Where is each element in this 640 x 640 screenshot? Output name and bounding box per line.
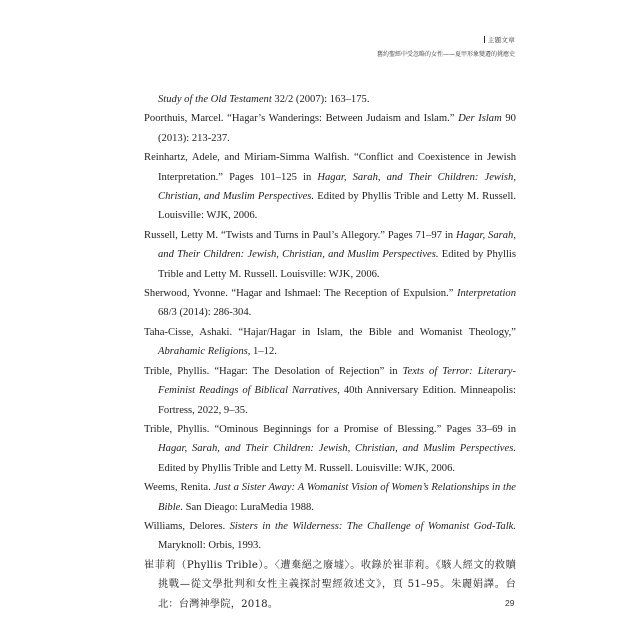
entry-text: 68/3 (2014): 286-304. (158, 307, 252, 319)
bibliography-entry-reinhartz (144, 148, 516, 226)
page-number: 29 (505, 598, 515, 608)
bibliography-entry-poorthuis (144, 109, 516, 148)
entry-text: Maryknoll: Orbis, 1993. (158, 540, 261, 552)
bibliography-entry-russell (144, 226, 516, 284)
bibliography-entry-trible-1 (144, 362, 516, 420)
entry-italic-text: Texts of Terror: Literary-Feminist Readings of Biblical Narratives, (158, 365, 516, 397)
entry-text: Reinhartz, Adele, and Miriam-Simma Walfish. “Conflict and Coexistence in Jewish Interpretation.” Pages 101–125 in (144, 152, 516, 183)
entry-italic-text: Study of the Old Testament (158, 94, 272, 105)
entry-italic-text: Der Islam (458, 113, 502, 125)
entry-text: 90 (2013): 213-237. (158, 113, 516, 144)
entry-text: Taha-Cisse, Ashaki. “Hajar/Hagar in Islam, the Bible and Womanist Theology,” (144, 326, 516, 338)
entry-text: Weems, Renita. (144, 482, 214, 494)
entry-italic-text: Interpretation (456, 288, 516, 300)
bibliography-list (144, 90, 516, 614)
bibliography-entry-taha-cisse (144, 323, 516, 362)
entry-text: Russell, Letty M. “Twists and Turns in Paul’s Allegory.” Pages 71–97 in (144, 229, 456, 241)
bibliography-entry-cont (144, 90, 516, 109)
entry-text: 32/2 (2007): 163–175. (271, 94, 370, 105)
entry-text: 崔菲莉（Phyllis Trible）。〈遭棄絕之廢墟〉。收錄於崔菲莉。《駭人經文的救贖挑戰—從文學批判和女性主義探討聖經敘述文》，頁 51–95。朱麗娟譯。台北：台灣神學院，2018。 (144, 559, 516, 610)
bibliography-entry-trible-2 (144, 420, 516, 478)
header-divider (484, 36, 485, 43)
entry-italic-text: Hagar, Sarah, and Their Children: Jewish, Christian, and Muslim Perspectives. (158, 171, 516, 203)
entry-text: Poorthuis, Marcel. “Hagar’s Wanderings: Between Judaism and Islam.” (144, 113, 459, 125)
entry-text: Trible, Phyllis. “Hagar: The Desolation of Rejection” in (144, 365, 403, 377)
entry-italic-text: Hagar, Sarah, and Their Children: Jewish, Christian, and Muslim Perspectives. (158, 443, 516, 455)
entry-text: 40th Anniversary Edition. Minneapolis: Fortress, 2022, 9–35. (158, 385, 516, 416)
bibliography-entry-williams (144, 517, 516, 556)
entry-italic-text: Just a Sister Away: A Womanist Vision of Women’s Relationships in the Bible. (158, 482, 516, 513)
entry-text: San Dieago: LuraMedia 1988. (183, 501, 314, 513)
entry-italic-text: Sisters in the Wilderness: The Challenge of Womanist God-Talk. (229, 520, 516, 532)
header-article-title: 舊約聖經中受忽略的女性——夏甲形象變遷的挑應史 (376, 51, 515, 58)
entry-text: Trible, Phyllis. “Ominous Beginnings for a Promise of Blessing.” Pages 33–69 in (144, 423, 516, 435)
entry-text: Edited by Phyllis Trible and Letty M. Russell. Louisville: WJK, 2006. (158, 191, 516, 222)
entry-text: Williams, Delores. (144, 520, 230, 532)
entry-italic-text: Abrahamic Religions (158, 346, 248, 358)
entry-text: Edited by Phyllis Trible and Letty M. Russell. Louisville: WJK, 2006. (158, 249, 516, 280)
entry-italic-text: Hagar, Sarah, and Their Children: Jewish, Christian, and Muslim Perspectives. (158, 229, 516, 261)
running-header (377, 35, 515, 58)
bibliography-entry-trible-zh (144, 556, 516, 614)
bibliography-entry-sherwood (144, 284, 516, 323)
entry-text: Sherwood, Yvonne. “Hagar and Ishmael: The Reception of Expulsion.” (144, 288, 457, 300)
entry-text: , 1–12. (247, 346, 277, 358)
header-section-title: 主題文章 (487, 36, 515, 44)
entry-text: Edited by Phyllis Trible and Letty M. Russell. Louisville: WJK, 2006. (158, 462, 456, 474)
bibliography-entry-weems (144, 478, 516, 517)
